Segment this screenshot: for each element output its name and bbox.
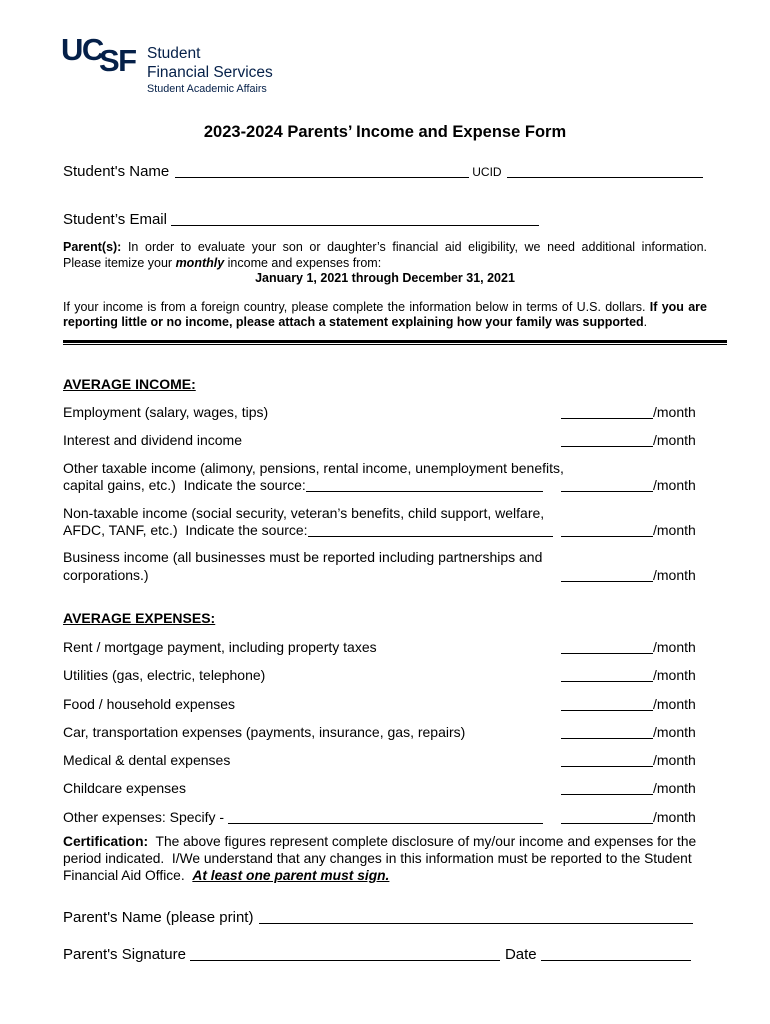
expense-utilities-amount	[561, 667, 696, 683]
income-business-label: Business income (all businesses must be reported including partnerships and	[63, 549, 543, 565]
logo-line-student: Student	[147, 45, 201, 62]
date-label: Date	[504, 946, 537, 963]
food-amount-field[interactable]	[561, 710, 653, 711]
childcare-amount-field[interactable]	[561, 794, 653, 795]
foreign-income-text: If your income is from a foreign country, please complete the information below in terms of U.S. dollars.	[63, 300, 650, 314]
month-unit-label: /month	[653, 432, 696, 448]
income-other-taxable-amount	[561, 477, 696, 493]
month-unit-label: /month	[653, 752, 696, 768]
student-name-field[interactable]	[175, 177, 469, 178]
ucid-field[interactable]	[507, 177, 703, 178]
other-taxable-amount-field[interactable]	[561, 491, 653, 492]
medical-amount-field[interactable]	[561, 766, 653, 767]
reporting-period: January 1, 2021 through December 31, 2021	[255, 271, 515, 285]
month-unit-label: /month	[653, 404, 696, 420]
expenses-heading: AVERAGE EXPENSES:	[63, 610, 216, 626]
business-amount-field[interactable]	[561, 581, 653, 582]
other-taxable-source-label: capital gains, etc.) Indicate the source:	[63, 477, 306, 493]
no-income-note: reporting little or no income, please attach a statement explaining how your family was supported	[63, 315, 644, 329]
expense-other-label: Other expenses: Specify -	[63, 809, 228, 825]
rent-amount-field[interactable]	[561, 653, 653, 654]
no-income-note-start: If you are	[649, 300, 707, 314]
expense-other-row	[63, 809, 543, 825]
income-interest-label: Interest and dividend income	[63, 432, 242, 448]
income-other-taxable-source-row	[63, 477, 543, 493]
expense-food-label: Food / household expenses	[63, 696, 236, 712]
certification-text-3: Financial Aid Office.	[63, 868, 193, 883]
income-employment-amount	[561, 404, 696, 420]
expense-childcare-label: Childcare expenses	[63, 780, 186, 796]
intro-line-2-start: Please itemize your	[63, 256, 176, 270]
student-name-label: Student's Name	[63, 163, 170, 180]
non-taxable-source-field[interactable]	[308, 536, 553, 537]
certification-text-1: The above figures represent complete disclosure of my/our income and expenses for the	[148, 834, 697, 849]
student-email-row	[63, 211, 539, 229]
parents-lead-label: Parent(s):	[63, 240, 122, 254]
expense-medical-amount	[561, 752, 696, 768]
non-taxable-source-label: AFDC, TANF, etc.) Indicate the source:	[63, 522, 308, 538]
intro-line-1	[63, 240, 707, 255]
parent-name-row	[63, 909, 693, 927]
parent-name-field[interactable]	[259, 923, 693, 924]
income-non-taxable-source-row	[63, 522, 553, 538]
car-amount-field[interactable]	[561, 738, 653, 739]
expense-medical-label: Medical & dental expenses	[63, 752, 231, 768]
foreign-income-line-1	[63, 300, 707, 315]
expense-rent-label: Rent / mortgage payment, including property taxes	[63, 639, 377, 655]
income-non-taxable-label: Non-taxable income (social security, veteran’s benefits, child support, welfare,	[63, 505, 545, 521]
logo-mark-uc: UC	[61, 32, 103, 67]
month-unit-label: /month	[653, 567, 696, 583]
logo-mark-sf: SF	[99, 43, 136, 78]
expense-rent-amount	[561, 639, 696, 655]
form-title: 2023-2024 Parents’ Income and Expense Form	[203, 123, 567, 141]
income-employment-label: Employment (salary, wages, tips)	[63, 404, 269, 420]
ucid-label: UCID	[472, 165, 502, 179]
expense-car-label: Car, transportation expenses (payments, insurance, gas, repairs)	[63, 724, 466, 740]
certification-line-1	[63, 834, 696, 850]
month-unit-label: /month	[653, 639, 696, 655]
intro-line-2-end: income and expenses from:	[224, 256, 382, 270]
expense-food-amount	[561, 696, 696, 712]
parent-sign-requirement: At least one parent must sign.	[192, 868, 390, 883]
student-email-field[interactable]	[171, 225, 539, 226]
month-unit-label: /month	[653, 696, 696, 712]
student-email-label: Student’s Email	[63, 211, 167, 228]
month-unit-label: /month	[653, 522, 696, 538]
certification-line-3	[63, 868, 389, 884]
month-unit-label: /month	[653, 809, 696, 825]
other-expense-amount-field[interactable]	[561, 823, 653, 824]
certification-line-2: period indicated. I/We understand that any changes in this information must be reported to the Student	[63, 851, 692, 866]
non-taxable-amount-field[interactable]	[561, 536, 653, 537]
expense-childcare-amount	[561, 780, 696, 796]
certification-lead: Certification:	[63, 834, 149, 849]
section-divider	[63, 340, 727, 345]
parent-name-label: Parent's Name (please print)	[63, 909, 254, 926]
interest-amount-field[interactable]	[561, 446, 653, 447]
income-non-taxable-amount	[561, 522, 696, 538]
utilities-amount-field[interactable]	[561, 681, 653, 682]
parent-signature-field[interactable]	[190, 960, 500, 961]
date-field[interactable]	[541, 960, 691, 961]
month-unit-label: /month	[653, 780, 696, 796]
income-business-amount	[561, 567, 696, 583]
month-unit-label: /month	[653, 477, 696, 493]
income-heading: AVERAGE INCOME:	[63, 376, 196, 392]
expense-other-amount	[561, 809, 696, 825]
parent-signature-label: Parent's Signature	[63, 946, 186, 963]
month-unit-label: /month	[653, 724, 696, 740]
foreign-income-line-2	[63, 315, 647, 330]
other-taxable-source-field[interactable]	[306, 491, 543, 492]
logo-line-academic-affairs: Student Academic Affairs	[147, 83, 267, 95]
income-interest-amount	[561, 432, 696, 448]
month-unit-label: /month	[653, 667, 696, 683]
monthly-emphasis: monthly	[175, 256, 225, 270]
other-expense-specify-field[interactable]	[228, 823, 543, 824]
intro-text: In order to evaluate your son or daughter’s financial aid eligibility, we need additional information.	[121, 240, 707, 254]
income-other-taxable-label: Other taxable income (alimony, pensions, rental income, unemployment benefits,	[63, 460, 564, 476]
no-income-note-end: .	[643, 315, 648, 329]
intro-line-2	[63, 256, 381, 271]
employment-amount-field[interactable]	[561, 418, 653, 419]
logo-line-financial-services: Financial Services	[147, 64, 273, 81]
expense-car-amount	[561, 724, 696, 740]
student-name-row	[63, 163, 703, 181]
parent-signature-row	[63, 946, 691, 964]
income-business-label-cont: corporations.)	[63, 567, 149, 583]
expense-utilities-label: Utilities (gas, electric, telephone)	[63, 667, 266, 683]
